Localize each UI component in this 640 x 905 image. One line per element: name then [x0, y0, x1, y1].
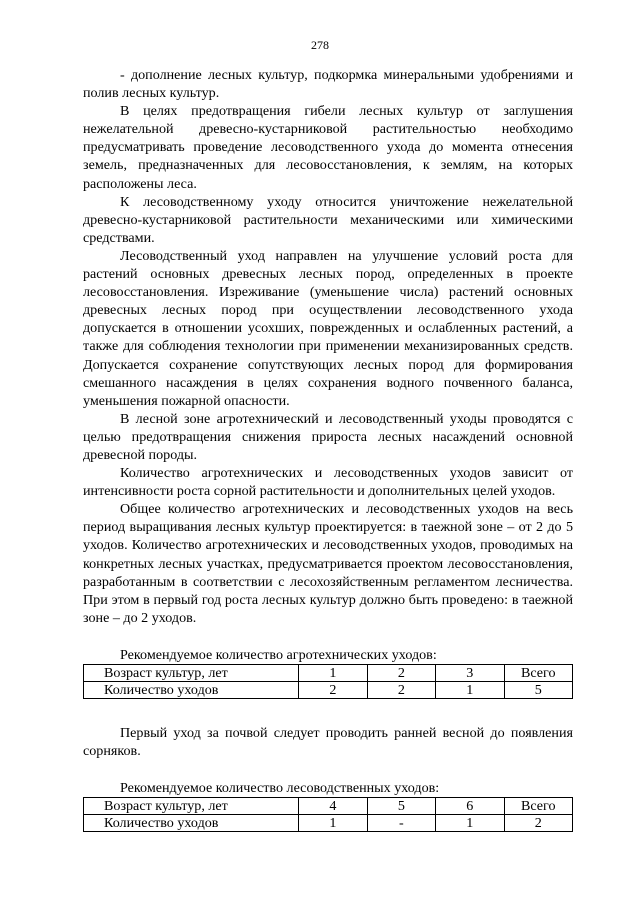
- paragraph-total: Общее количество агротехнических и лесоводственных уходов на весь период выращивания лесных культур проектируется: в таежной зоне – от 2 до 5 уходов. Количество агротехнических и лесоводственных уходов, проводимых на конкретных лесных участках, предусматривается проектом лесовосстановления, разработанным в соответствии с лесохозяйственным регламентом лесничества. При этом в первый год роста лесных культур должно быть проведено: в таежной зоне – до 2 уходов.: [83, 501, 573, 626]
- paragraph-forest-zone: В лесной зоне агротехнический и лесоводственный уходы проводятся с целью предотвращения снижения прироста лесных насаждений основной древесной породы.: [83, 410, 573, 463]
- paragraph-prevention: В целях предотвращения гибели лесных культур от заглушения нежелательной древесно-кустарниковой растительностью необходимо предусматривать проведение лесоводственного ухода до момента отнесения земель, предназначенных для лесовосстановления, к землям, на которых расположены леса.: [83, 103, 573, 192]
- table-cell: 5: [504, 682, 572, 699]
- table-cell: 1: [436, 815, 504, 832]
- table-row: [84, 798, 573, 815]
- table1-caption: Рекомендуемое количество агротехнических уходов:: [120, 646, 437, 663]
- table-cell: 6: [436, 798, 504, 815]
- table-cell: 3: [436, 665, 504, 682]
- table-cell: 4: [299, 798, 367, 815]
- table-cell: -: [367, 815, 435, 832]
- paragraph-bullet: - дополнение лесных культур, подкормка минеральными удобрениями и полив лесных культур.: [83, 67, 573, 102]
- table-cell: Количество уходов: [84, 682, 299, 699]
- paragraph-quantity: Количество агротехнических и лесоводственных уходов зависит от интенсивности роста сорной растительности и дополнительных целей уходов.: [83, 465, 573, 500]
- page-body: [83, 66, 573, 832]
- table-row: [84, 682, 573, 699]
- paragraph-first-care: Первый уход за почвой следует проводить ранней весной до появления сорняков.: [83, 725, 573, 760]
- table-cell: Всего: [504, 665, 572, 682]
- table-cell: 2: [367, 682, 435, 699]
- silvicultural-care-table: [83, 797, 573, 832]
- table-cell: 5: [367, 798, 435, 815]
- table-cell: Количество уходов: [84, 815, 299, 832]
- agrotechnical-care-table: [83, 664, 573, 699]
- paragraph-definition: К лесоводственному уходу относится уничтожение нежелательной древесно-кустарниковой растительности механическими или химическими средствами.: [83, 193, 573, 246]
- table-row: [84, 665, 573, 682]
- page-number: 278: [311, 38, 329, 52]
- table-cell: 2: [299, 682, 367, 699]
- table-cell: 1: [299, 815, 367, 832]
- table-row: [84, 815, 573, 832]
- table-cell: 1: [436, 682, 504, 699]
- table-cell: 2: [504, 815, 572, 832]
- table-cell: 2: [367, 665, 435, 682]
- table-cell: 1: [299, 665, 367, 682]
- table-cell: Всего: [504, 798, 572, 815]
- table-cell: Возраст культур, лет: [84, 798, 299, 815]
- table2-caption: Рекомендуемое количество лесоводственных уходов:: [120, 780, 440, 797]
- paragraph-purpose: Лесоводственный уход направлен на улучшение условий роста для растений основных древесных лесных пород, определенных в проекте лесовосстановления. Изреживание (уменьшение числа) растений основных древесных лесных пород при осуществлении лесоводственного ухода допускается в отношении усохших, поврежденных и ослабленных растений, а также для соблюдения технологии при применении механизированных средств. Допускается сохранение сопутствующих лесных пород для формирования смешанного насаждения в целях сохранения водного почвенного баланса, уменьшения пожарной опасности.: [83, 247, 573, 409]
- table-cell: Возраст культур, лет: [84, 665, 299, 682]
